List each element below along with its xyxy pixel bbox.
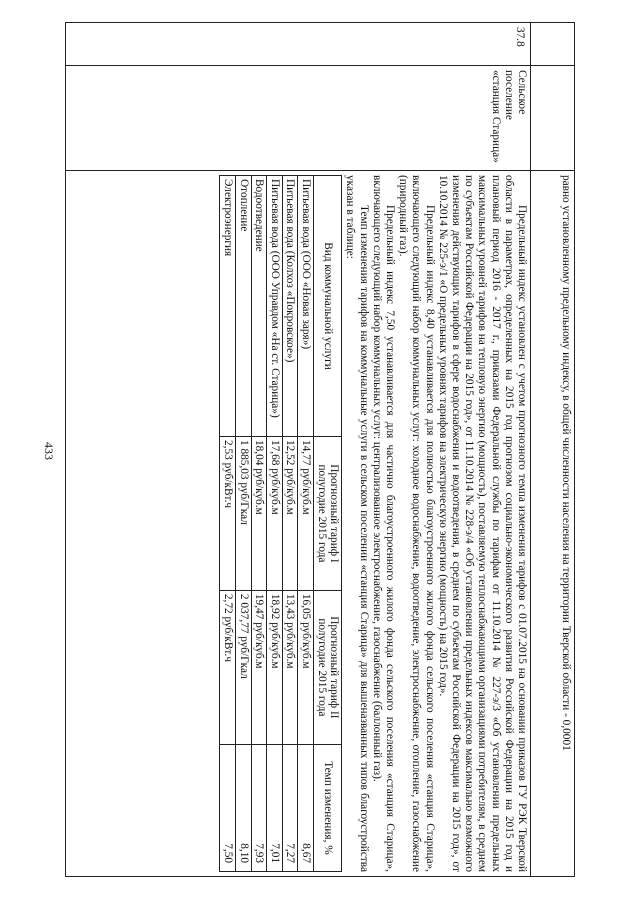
tariff-h1: 2,53 руб/кВт.ч bbox=[220, 436, 236, 590]
service-name: Отопление bbox=[236, 176, 252, 437]
tariff-h1: 1 885,03 руб/Гкал bbox=[236, 436, 252, 590]
tariff-h2: 19,47 руб/куб.м bbox=[251, 590, 267, 744]
paragraph-full-comfort: Предельный индекс 8,40 устанавливается для полностью благоустроенного жилого фонда сельского поселения «станция Старица», включающего следующий набор коммунальных услуг: холодное водоснабжение, водоотведение, электроснабжение, отопление, газоснабжение (природный газ). bbox=[397, 175, 436, 872]
change-rate: 8,67 bbox=[298, 744, 314, 871]
tariff-h2: 2,72 руб/кВт.ч bbox=[220, 590, 236, 744]
table-row bbox=[267, 176, 283, 872]
header-tariff-h2: Прогнозный тариф II полугодие 2015 года bbox=[313, 590, 341, 744]
tariff-h1: 18,04 руб/куб.м bbox=[251, 436, 267, 590]
header-service: Вид коммунальной услуги bbox=[313, 176, 341, 437]
table-row bbox=[282, 176, 298, 872]
table-row bbox=[236, 176, 252, 872]
tariff-h2: 18,92 руб/куб.м bbox=[267, 590, 283, 744]
settlement-row bbox=[66, 23, 531, 877]
change-rate: 7,01 bbox=[267, 744, 283, 871]
continuation-text-cell bbox=[531, 171, 575, 877]
table-row bbox=[251, 176, 267, 872]
cell-empty-no bbox=[531, 23, 575, 66]
rotated-page bbox=[42, 22, 575, 877]
tariff-h1: 14,77 руб/куб.м bbox=[298, 436, 314, 590]
table-row bbox=[298, 176, 314, 872]
change-rate: 8,10 bbox=[236, 744, 252, 871]
paragraph-table-intro: Темп изменения тарифов на коммунальные услуги в сельском поселении «станция Старица» для вышеназванных типов благоустройства указан в таблице: bbox=[344, 175, 370, 872]
change-rate: 7,50 bbox=[220, 744, 236, 871]
tariff-h2: 16,05 руб/куб.м bbox=[298, 590, 314, 744]
service-name: Питьевая вода (Колхоз «Покровское») bbox=[282, 176, 298, 437]
settlement-name: Сельское поселение «станция Старица» bbox=[66, 66, 531, 171]
header-change-rate: Темп изменения, % bbox=[313, 744, 341, 871]
paragraph-partial-comfort: Предельный индекс 7,50 устанавливается для частично благоустроенного жилого фонда сельского поселения «станция Старица», включающего следующий набор коммунальных услуг: централизованное электроснабжение, газоснабжение (баллонный газ). bbox=[370, 175, 396, 872]
page-number: 433 bbox=[42, 442, 56, 460]
header-tariff-h1: Прогнозный тариф I полугодие 2015 года bbox=[313, 436, 341, 590]
tariff-h2: 2 037,77 руб/Гкал bbox=[236, 590, 252, 744]
paragraph-basis: Предельный индекс установлен с учетом прогнозного темпа изменения тарифов с 01.07.2015 на основании приказов ГУ РЭК Тверской области в параметрах, определенных на 2015 год прогнозом социально-экономического развития Российской Федерации на 2015 год и плановый период 2016 - 2017 г., приказами Федеральной службы по тарифам от 11.10.2014 № 227-э/3 «Об установлении предельных максимальных уровней тарифов на тепловую энергию (мощность), поставляемую теплоснабжающими организациями потребителям, в среднем по субъектам Российской Федерации на 2015 год», от 11.10.2014 № 228-э/4 «Об установлении предельных индексов максимально возможного изменения действующих тарифов в сфере водоснабжения и водоотведения, в среднем по субъектам Российской Федерации на 2015 год», от 10.10.2014 № 225-э/1 «О предельных уровнях тарифов на электрическую энергию (мощность) на 2015 год». bbox=[436, 175, 528, 872]
change-rate: 7,27 bbox=[282, 744, 298, 871]
tariff-h1: 12,52 руб/куб.м bbox=[282, 436, 298, 590]
tariff-header-row bbox=[313, 176, 341, 872]
tariff-h1: 17,68 руб/куб.м bbox=[267, 436, 283, 590]
continuation-row bbox=[531, 23, 575, 877]
table-row bbox=[220, 176, 236, 872]
tariff-h2: 13,43 руб/куб.м bbox=[282, 590, 298, 744]
service-name: Питьевая вода (ООО Управдом «На ст. Старица») bbox=[267, 176, 283, 437]
service-name: Электроэнергия bbox=[220, 176, 236, 437]
cell-empty-name bbox=[531, 66, 575, 171]
row-number: 37.8 bbox=[66, 23, 531, 66]
tariff-table bbox=[219, 175, 342, 872]
description-cell bbox=[66, 171, 531, 877]
change-rate: 7,93 bbox=[251, 744, 267, 871]
document-table bbox=[65, 22, 575, 877]
service-name: Питьевая вода (ООО «Новая заря») bbox=[298, 176, 314, 437]
service-name: Водоотведение bbox=[251, 176, 267, 437]
continuation-text: равно установленному предельному индексу, в общей численности населения на территории Тверской области - 0,0001 bbox=[560, 175, 572, 751]
